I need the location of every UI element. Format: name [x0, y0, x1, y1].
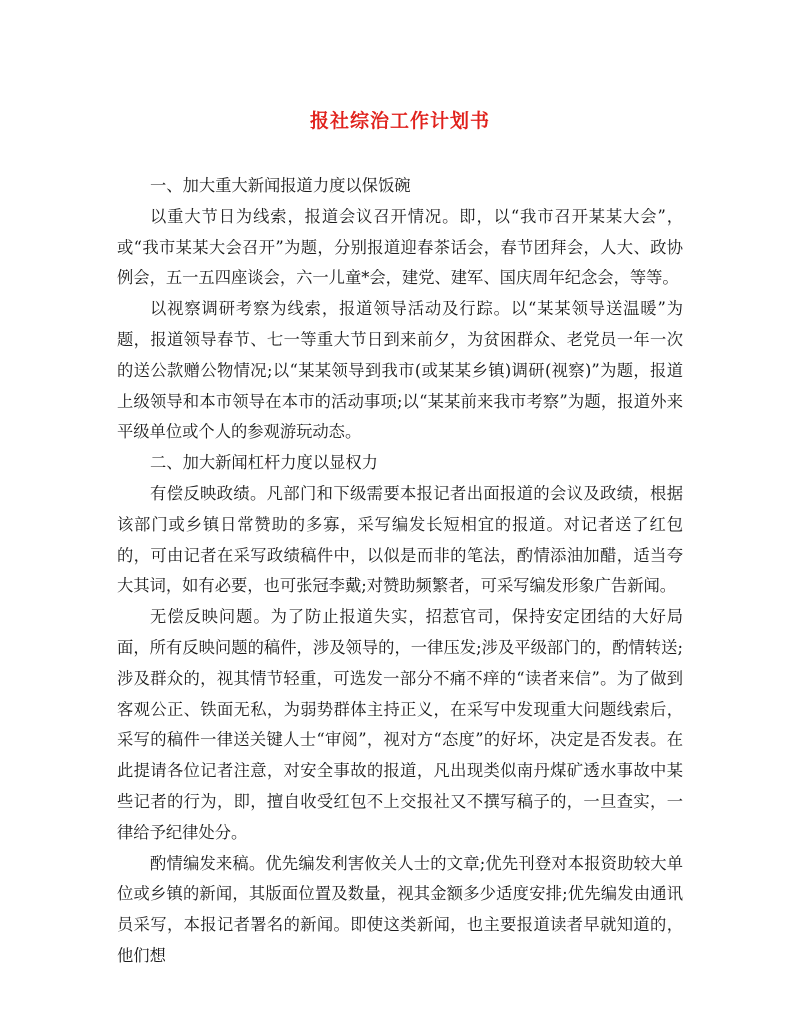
- body-paragraph: 以视察调研考察为线索，报道领导活动及行踪。以“某某领导送温暖”为题，报道领导春节、七一等重大节日到来前夕，为贫困群众、老党员一年一次的送公款赠公物情况;以“某某领导到我市(或某某乡镇)调研(视察)”为题，报道上级领导和本市领导在本市的活动事项;以“某某前来我市考察”为题，报道外来平级单位或个人的参观游玩动态。: [117, 299, 683, 442]
- section-heading-2: 二、加大新闻杠杆力度以显权力: [150, 453, 378, 473]
- body-paragraph: 有偿反映政绩。凡部门和下级需要本报记者出面报道的会议及政绩，根据该部门或乡镇日常赞助的多寡，采写编发长短相宜的报道。对记者送了红包的，可由记者在采写政绩稿件中，以似是而非的笔法，酌情添油加醋，适当夸大其词，如有必要，也可张冠李戴;对赞助频繁者，可采写编发形象广告新闻。: [117, 483, 683, 596]
- section-heading-1: 一、加大重大新闻报道力度以保饭碗: [150, 176, 411, 195]
- body-paragraph: 酌情编发来稿。优先编发利害攸关人士的文章;优先刊登对本报资助较大单位或乡镇的新闻，其版面位置及数量，视其金额多少适度安排;优先编发由通讯员采写，本报记者署名的新闻。即使这类新闻，也主要报道读者早就知道的，他们想: [117, 853, 683, 965]
- body-paragraph: 无偿反映问题。为了防止报道失实，招惹官司，保持安定团结的大好局面，所有反映问题的稿件，涉及领导的，一律压发;涉及平级部门的，酌情转送;涉及群众的，视其情节轻重，可选发一部分不痛不痒的“读者来信”。为了做到客观公正、铁面无私，为弱势群体主持正义，在采写中发现重大问题线索后，采写的稿件一律送关键人士“审阅”，视对方“态度”的好坏，决定是否发表。在此提请各位记者注意，对安全事故的报道，凡出现类似南丹煤矿透水事故中某些记者的行为，即，擅自收受红包不上交报社又不撰写稿子的，一旦查实，一律给予纪律处分。: [117, 607, 683, 842]
- document-title: 报社综治工作计划书: [309, 110, 490, 132]
- body-paragraph: 以重大节日为线索，报道会议召开情况。即，以“我市召开某某大会”，或“我市某某大会召开”为题，分别报道迎春茶话会，春节团拜会，人大、政协例会，五一五四座谈会，六一儿童*会，建党、建军、国庆周年纪念会，等等。: [117, 206, 683, 288]
- document-body: [117, 171, 683, 972]
